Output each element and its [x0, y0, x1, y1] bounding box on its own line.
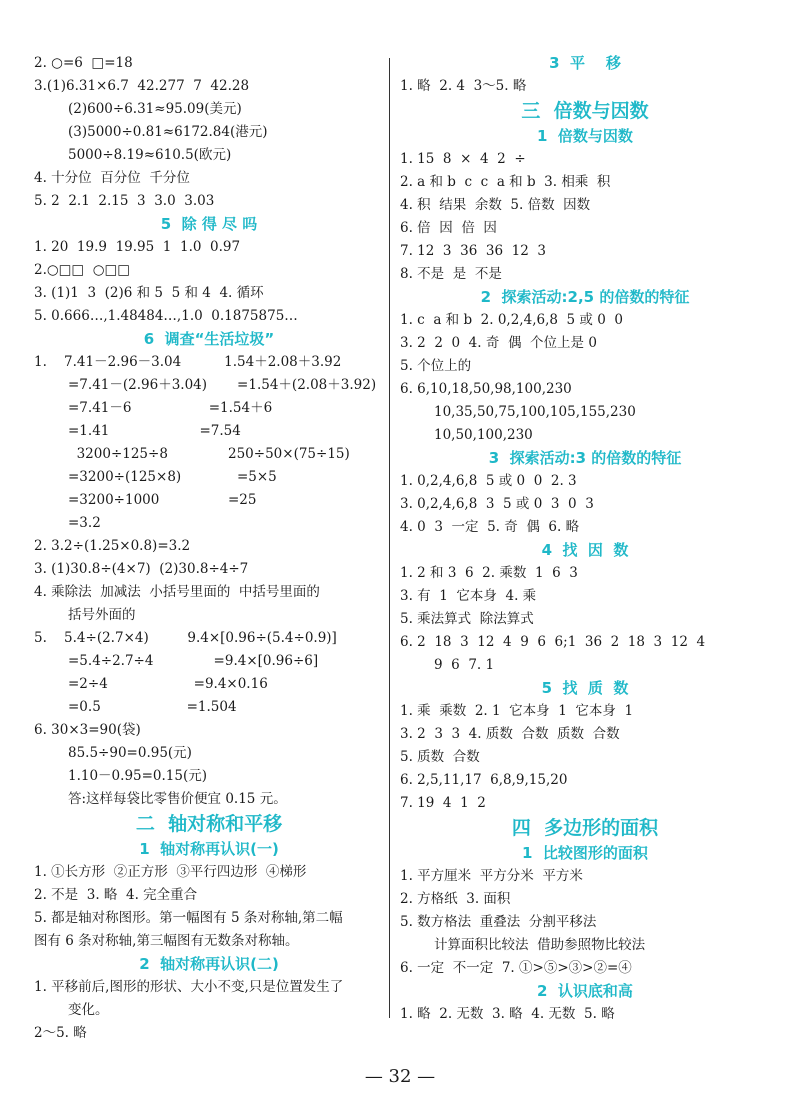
answer-line: 3.(1)6.31×6.7 42.277 7 42.28 [34, 78, 250, 94]
answer-line: 7. 19 4 1 2 [400, 795, 486, 811]
answer-line: 1. c a 和 b 2. 0,2,4,6,8 5 或 0 0 [400, 312, 623, 328]
answer-line: 2. 不是 3. 略 4. 完全重合 [34, 887, 198, 903]
answer-line: (2)600÷6.31≈95.09(美元) [68, 101, 242, 117]
answer-line: 2.○□□ ○□□ [34, 262, 131, 278]
section-heading: 1 倍数与因数 [537, 127, 633, 145]
answer-line: 计算面积比较法 借助参照物比较法 [434, 937, 646, 953]
answer-line: 5. 0.666…,1.48484…,1.0 0.1875875… [34, 308, 298, 324]
section-heading: 6 调查“生活垃圾” [143, 330, 275, 348]
section-heading: 5 除 得 尽 吗 [160, 215, 258, 233]
section-heading: 4 找 因 数 [541, 541, 629, 559]
answer-line: 3. (1)30.8÷(4×7) (2)30.8÷4÷7 [34, 561, 249, 577]
answer-line: 3. 有 1 它本身 4. 乘 [400, 588, 537, 604]
answer-line: 答:这样每袋比零售价便宜 0.15 元。 [68, 791, 287, 807]
section-heading: 2 探索活动:2,5 的倍数的特征 [480, 288, 690, 306]
answer-line: =7.41－(2.96＋3.04) =1.54＋(2.08＋3.92) [68, 377, 377, 393]
answer-line: =3200÷1000 =25 [68, 492, 257, 508]
answer-line: 5. 数方格法 重叠法 分割平移法 [400, 914, 597, 930]
section-heading: 1 轴对称再认识(一) [139, 840, 279, 858]
answer-line: 6. 2 18 3 12 4 9 6 6;1 36 2 18 3 12 4 [400, 634, 706, 650]
answer-line: 3. (1)1 3 (2)6 和 5 5 和 4 4. 循环 [34, 285, 264, 301]
answer-line: 1.10－0.95=0.15(元) [68, 768, 208, 784]
answer-line: 图有 6 条对称轴,第三幅图有无数条对称轴。 [34, 933, 299, 949]
answer-line: 4. 0 3 一定 5. 奇 偶 6. 略 [400, 519, 580, 535]
right-column [400, 52, 770, 1026]
section-heading: 2 轴对称再认识(二) [139, 955, 279, 973]
chapter-heading: 四 多边形的面积 [511, 817, 659, 839]
answer-line: =7.41－6 =1.54＋6 [68, 400, 273, 416]
answer-line: 1. ①长方形 ②正方形 ③平行四边形 ④梯形 [34, 864, 307, 880]
answer-line: 1. 平方厘米 平方分米 平方米 [400, 868, 583, 884]
answer-line: =1.41 =7.54 [68, 423, 241, 439]
section-heading: 3 探索活动:3 的倍数的特征 [488, 449, 682, 467]
answer-line: 4. 积 结果 余数 5. 倍数 因数 [400, 197, 591, 213]
answer-line: 1. 0,2,4,6,8 5 或 0 0 2. 3 [400, 473, 577, 489]
answer-line: 9 6 7. 1 [434, 657, 495, 673]
answer-line: 5. 2 2.1 2.15 3 3.0 3.03 [34, 193, 215, 209]
answer-line: 5. 都是轴对称图形。第一幅图有 5 条对称轴,第二幅 [34, 910, 343, 926]
answer-line: 变化。 [68, 1002, 109, 1018]
answer-line: 6. 倍 因 倍 因 [400, 220, 497, 236]
answer-line: 5. 5.4÷(2.7×4) 9.4×[0.96÷(5.4÷0.9)] [34, 630, 337, 646]
answer-line: 5. 个位上的 [400, 358, 472, 374]
answer-line: =3200÷(125×8) =5×5 [68, 469, 277, 485]
answer-line: =3.2 [68, 515, 101, 531]
answer-line: 4. 乘除法 加减法 小括号里面的 中括号里面的 [34, 584, 320, 600]
answer-line: 1. 平移前后,图形的形状、大小不变,只是位置发生了 [34, 979, 344, 995]
answer-line: 6. 一定 不一定 7. ①>⑤>③>②=④ [400, 960, 632, 976]
answer-line: 1. 20 19.9 19.95 1 1.0 0.97 [34, 239, 241, 255]
answer-line: 3200÷125÷8 250÷50×(75÷15) [68, 446, 350, 462]
answer-line: 1. 15 8 × 4 2 ÷ [400, 151, 526, 167]
answer-line: 6. 30×3=90(袋) [34, 722, 141, 738]
answer-line: 1. 7.41－2.96－3.04 1.54＋2.08＋3.92 [34, 354, 342, 370]
answer-line: 1. 2 和 3 6 2. 乘数 1 6 3 [400, 565, 578, 581]
answer-line: 1. 略 2. 4 3～5. 略 [400, 78, 527, 94]
answer-line: 4. 十分位 百分位 千分位 [34, 170, 190, 186]
answer-line: 6. 2,5,11,17 6,8,9,15,20 [400, 772, 568, 788]
answer-line: =5.4÷2.7÷4 =9.4×[0.96÷6] [68, 653, 319, 669]
answer-line: 5. 乘法算式 除法算式 [400, 611, 534, 627]
answer-line: =0.5 =1.504 [68, 699, 237, 715]
chapter-heading: 二 轴对称和平移 [135, 813, 283, 835]
answer-line: 85.5÷90=0.95(元) [68, 745, 192, 761]
answer-line: 7. 12 3 36 36 12 3 [400, 243, 546, 259]
answer-line: 5000÷8.19≈610.5(欧元) [68, 147, 232, 163]
page-number: — 32 — [364, 1066, 436, 1087]
answer-line: 3. 2 2 0 4. 奇 偶 个位上是 0 [400, 335, 597, 351]
answer-line: 2. a 和 b c c a 和 b 3. 相乘 积 [400, 174, 611, 190]
section-heading: 2 认识底和高 [537, 982, 633, 1000]
section-heading: 1 比较图形的面积 [522, 844, 648, 862]
answer-line: 8. 不是 是 不是 [400, 266, 502, 282]
answer-line: =2÷4 =9.4×0.16 [68, 676, 268, 692]
answer-line: 2. 方格纸 3. 面积 [400, 891, 511, 907]
answer-line: 6. 6,10,18,50,98,100,230 [400, 381, 572, 397]
answer-line: 括号外面的 [68, 607, 136, 623]
section-heading: 5 找 质 数 [541, 679, 629, 697]
answer-line: 5. 质数 合数 [400, 749, 480, 765]
chapter-heading: 三 倍数与因数 [521, 100, 649, 122]
answer-line: 3. 2 3 3 4. 质数 合数 质数 合数 [400, 726, 620, 742]
answer-line: 10,35,50,75,100,105,155,230 [434, 404, 636, 420]
answer-line: 2. 3.2÷(1.25×0.8)=3.2 [34, 538, 191, 554]
answer-line: 3. 0,2,4,6,8 3 5 或 0 3 0 3 [400, 496, 594, 512]
answer-line: 2～5. 略 [34, 1025, 87, 1041]
answer-line: 2. ○=6 □=18 [34, 55, 133, 71]
left-column [34, 52, 384, 1045]
answer-line: 1. 乘 乘数 2. 1 它本身 1 它本身 1 [400, 703, 634, 719]
column-divider [389, 58, 390, 1018]
answer-line: (3)5000÷0.81≈6172.84(港元) [68, 124, 268, 140]
answer-line: 1. 略 2. 无数 3. 略 4. 无数 5. 略 [400, 1006, 615, 1022]
answer-line: 10,50,100,230 [434, 427, 533, 443]
section-heading: 3 平 移 [549, 54, 621, 72]
